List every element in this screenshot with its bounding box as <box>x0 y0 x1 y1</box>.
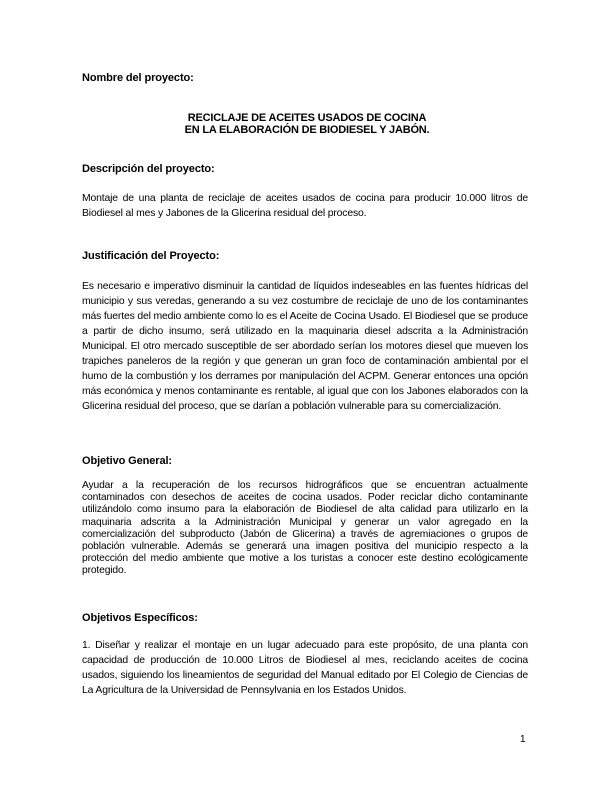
project-title-line-2: EN LA ELABORACIÓN DE BIODIESEL Y JABÓN. <box>184 124 430 136</box>
project-title-line-1: RECICLAJE DE ACEITES USADOS DE COCINA <box>187 112 427 124</box>
general-objective-heading: Objetivo General: <box>82 455 172 467</box>
justification-paragraph: Es necesario e imperativo disminuir la cantidad de líquidos indeseables en las fuentes hídricas del municipio y sus veredas, generando a su vez costumbre de reciclaje de uno de los contaminantes más fuertes del medio ambiente como lo es el Aceite de Cocina Usado. El Biodiesel que se produce a partir de dicho insumo, será utilizado en la maquinaria diesel adscrita a la Administración Municipal. El otro mercado susceptible de ser abordado serían los motores diesel que mueven los trapiches paneleros de la región y que generan un gran foco de contaminación ambiental por el humo de la combustión y los derrames por manipulación del ACPM. Generar entonces una opción más económica y menos contaminante es rentable, al igual que con los Jabones elaborados con la Glicerina residual del proceso, que se darían a población vulnerable para su comercialización. <box>82 281 528 412</box>
project-name-label: Nombre del proyecto: <box>82 72 194 84</box>
general-objective-paragraph: Ayudar a la recuperación de los recursos hidrográficos que se encuentran actualmente contaminados con desechos de aceites de cocina usados. Poder reciclar dicho contaminante utilizándolo como insumo para la elaboración de Biodiesel de alta calidad para utilizarlo en la maquinaria adscrita a la Administración Municipal y generar un valor agregado en la comercialización del subproducto (Jabón de Glicerina) a través de agremiaciones o grupos de población vulnerable. Además se generará una imagen positiva del municipio respecto a la protección del medio ambiente que motive a los turistas a conocer este destino ecológicamente protegido. <box>82 480 528 577</box>
specific-objective-1: 1. Diseñar y realizar el montaje en un lugar adecuado para este propósito, de una planta con capacidad de producción de 10.000 Litros de Biodiesel al mes, reciclando aceites de cocina usados, siguiendo los lineamientos de seguridad del Manual editado por El Colegio de Ciencias de La Agricultura de la Universidad de Pennsylvania en los Estados Unidos. <box>82 640 528 696</box>
justification-heading: Justificación del Proyecto: <box>82 250 220 262</box>
project-title <box>82 112 532 136</box>
page-number: 1 <box>520 734 526 745</box>
specific-objectives-heading: Objetivos Específicos: <box>82 612 198 624</box>
description-paragraph: Montaje de una planta de reciclaje de aceites usados de cocina para producir 10.000 litros de Biodiesel al mes y Jabones de la Glicerina residual del proceso. <box>82 193 528 219</box>
description-heading: Descripción del proyecto: <box>82 163 215 175</box>
